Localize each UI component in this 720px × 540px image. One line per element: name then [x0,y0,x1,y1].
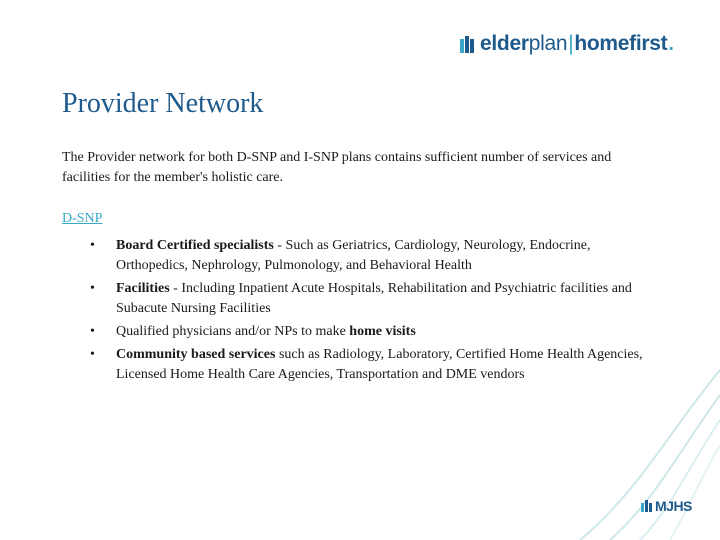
logo-dot: . [668,32,674,55]
logo-separator: | [568,32,574,55]
bullet-text: - Including Inpatient Acute Hospitals, Rehabilitation and Psychiatric facilities and Subacute Nursing Facilities [116,281,632,316]
bars-icon [641,500,653,512]
logo-word-plan: plan [528,32,568,55]
bars-icon [460,35,478,53]
page-title: Provider Network [62,88,264,119]
bullet-bold: Facilities [116,281,170,296]
bullet-bold: Board Certified specialists [116,238,274,253]
bullet-bold: Community based services [116,347,276,362]
list-item [62,236,662,276]
section-label-dsnp[interactable]: D-SNP [62,211,103,226]
intro-paragraph: The Provider network for both D-SNP and I-SNP plans contains sufficient number of services and facilities for the member's holistic care. [62,150,612,185]
logo-word-elder: elder [480,32,529,55]
bullet-text: Qualified physicians and/or NPs to make [116,324,350,339]
elderplan-homefirst-logo [460,30,674,58]
bullet-text: - Such as Geriatrics, Cardiology, Neurology, Endocrine, Orthopedics, Nephrology, Pulmonology, and Behavioral Health [116,238,591,273]
logo-word-homefirst: homefirst [574,32,668,55]
bullet-marker: • [90,238,95,253]
bullet-marker: • [90,324,95,339]
bullet-marker: • [90,347,95,362]
list-item [62,322,662,342]
mjhs-logo-text: MJHS [655,498,692,514]
bullet-bold: home visits [349,324,416,339]
mjhs-logo [641,498,692,514]
bullet-text: such as Radiology, Laboratory, Certified Home Health Agencies, Licensed Home Health Care Agencies, Transportation and DME vendors [116,347,643,382]
list-item [62,279,662,319]
bullet-marker: • [90,281,95,296]
